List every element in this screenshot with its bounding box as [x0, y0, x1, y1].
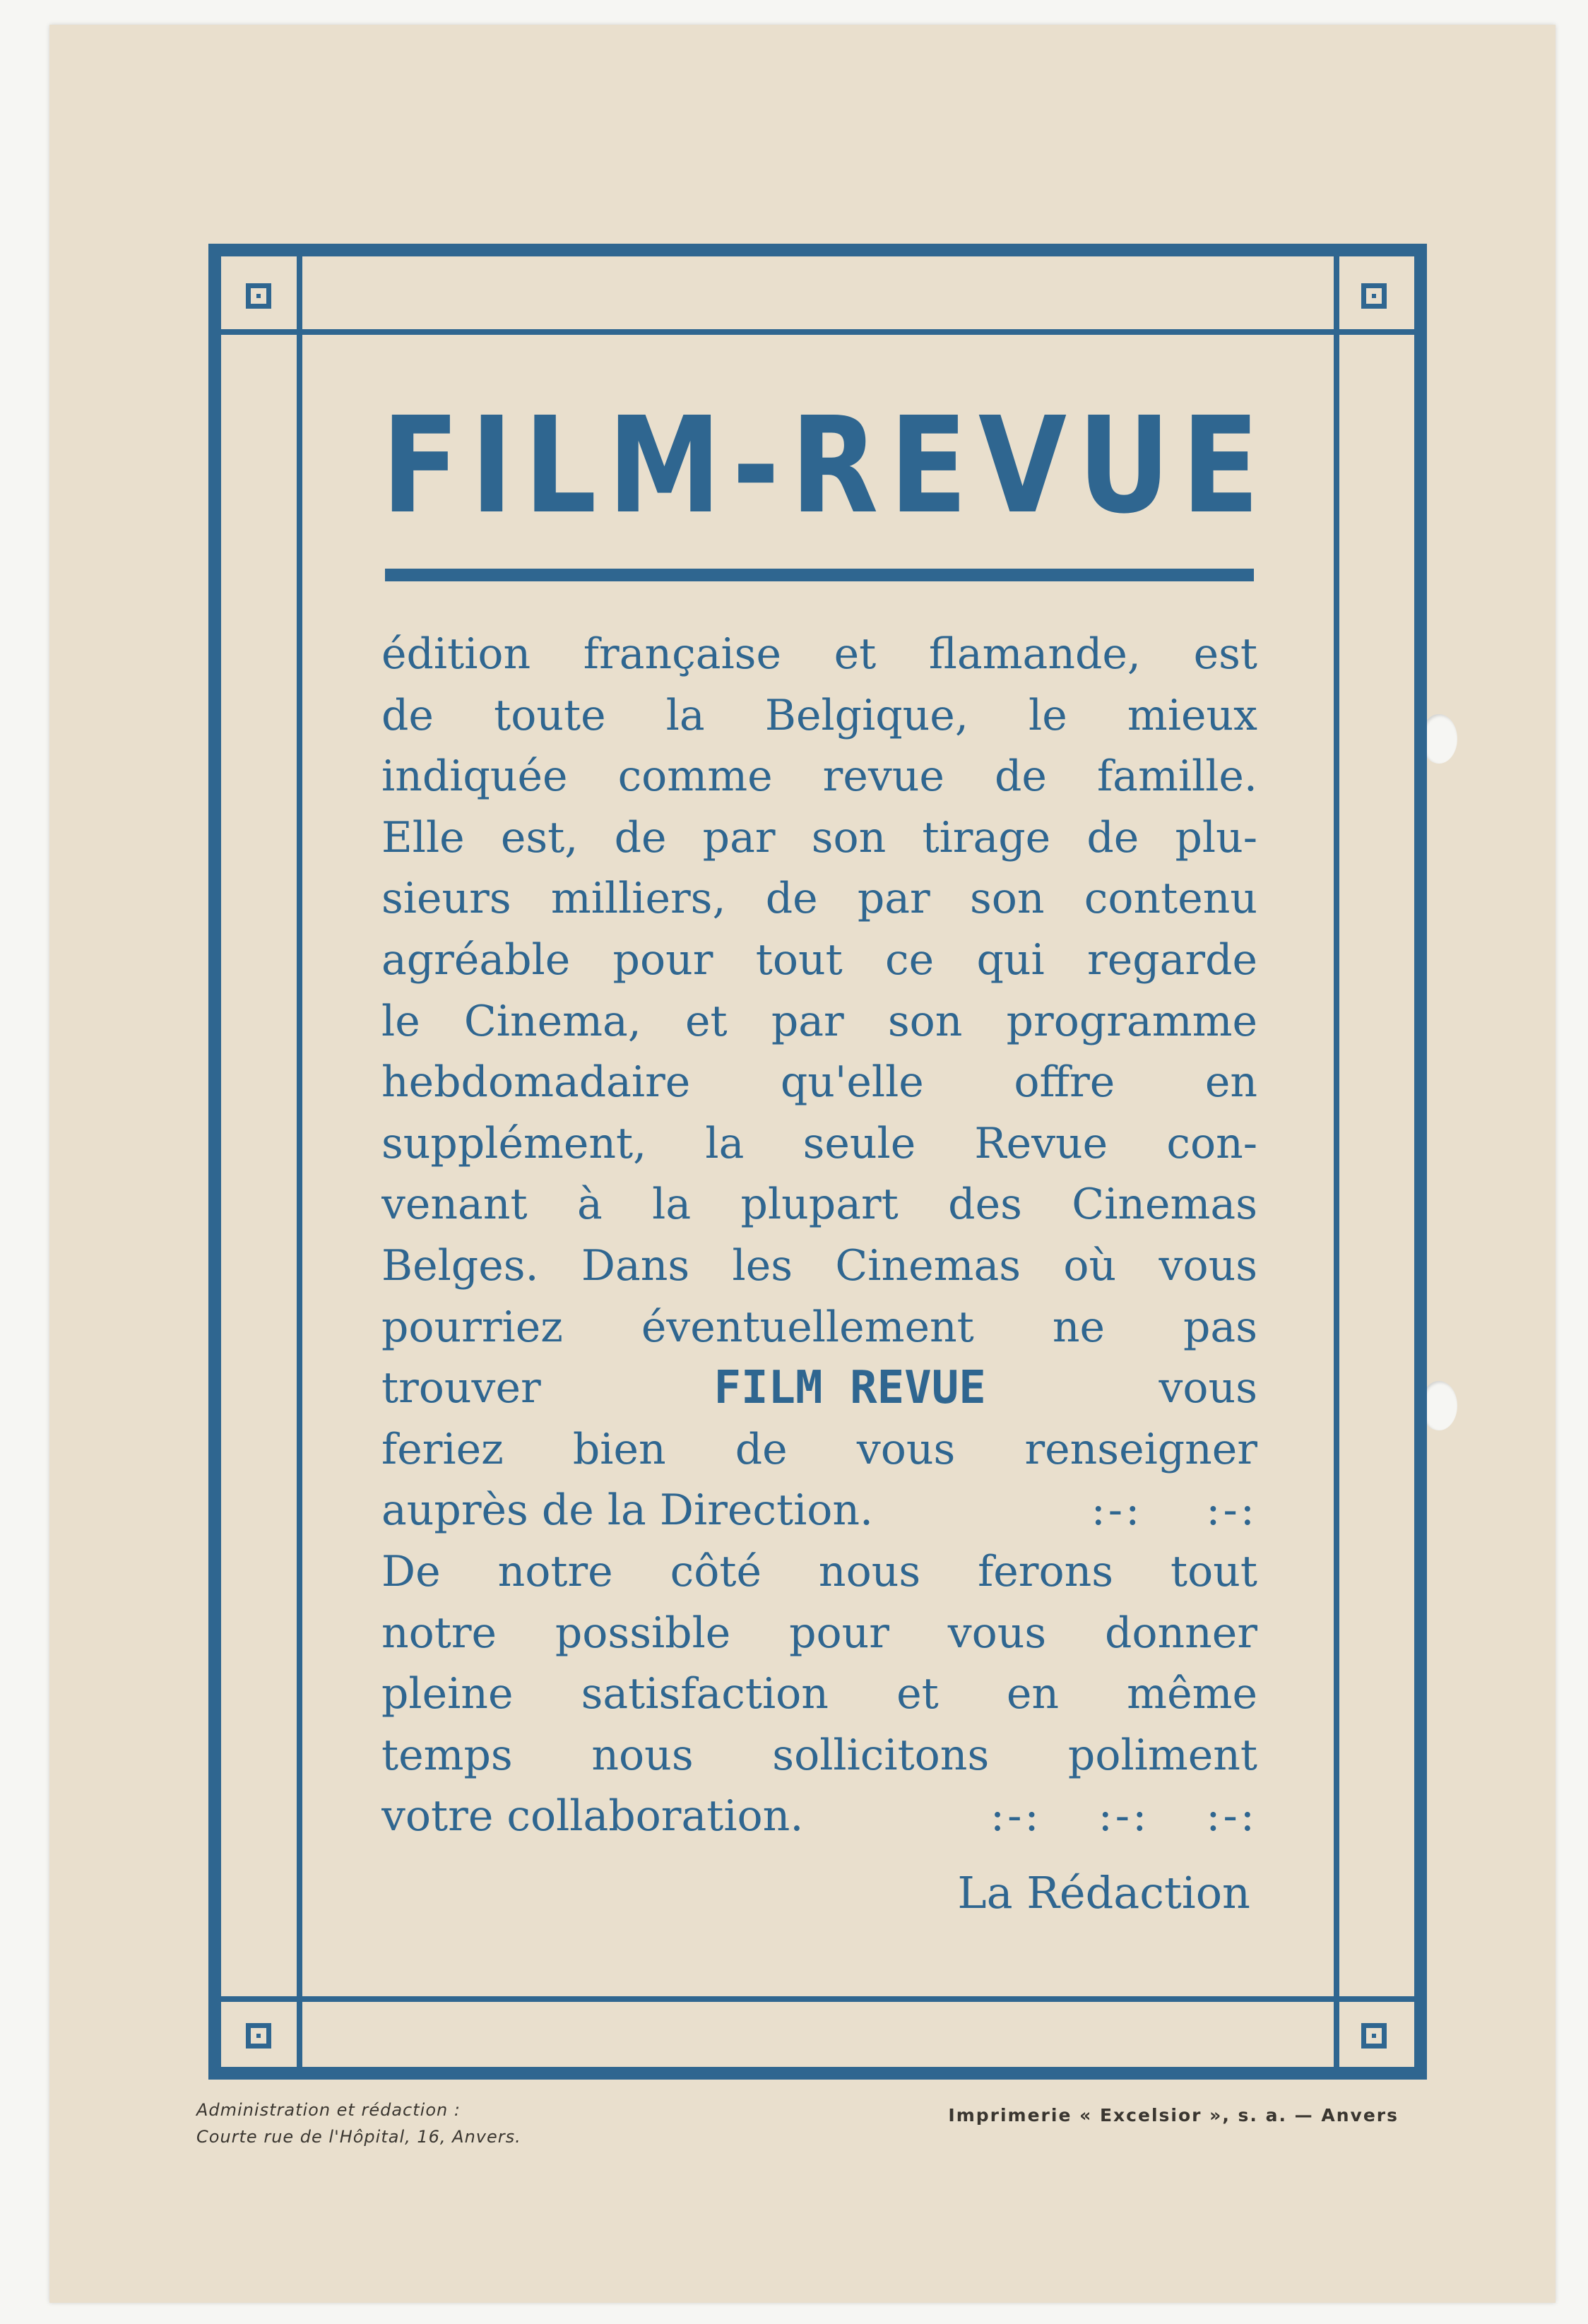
- footer-printer: Imprimerie « Excelsior », s. a. — Anvers: [948, 2105, 1399, 2126]
- frame-inner-left: [297, 256, 302, 2067]
- frame-outer-top: [208, 244, 1427, 256]
- text-ornament: :-:: [1206, 1486, 1257, 1536]
- body-line: feriez bien de vous renseigner: [381, 1424, 1257, 1474]
- body-text-segment: auprès de la Direction.: [381, 1486, 874, 1536]
- ad-headline: FILM-REVUE: [381, 389, 1271, 543]
- corner-ornament-top-right: [1361, 283, 1387, 309]
- body-line: Elle est, de par son tirage de plu-: [381, 812, 1257, 862]
- body-line: supplément, la seule Revue con-: [381, 1118, 1257, 1168]
- body-line: venant à la plupart des Cinemas: [381, 1180, 1257, 1230]
- signature-la-redaction: La Rédaction: [957, 1867, 1250, 1919]
- footer-address: [196, 2097, 634, 2150]
- text-ornament: :-:: [1091, 1486, 1143, 1536]
- corner-ornament-bottom-left: [246, 2023, 271, 2049]
- body-line: de toute la Belgique, le mieux: [381, 690, 1257, 740]
- body-line: pourriez éventuellement ne pas: [381, 1302, 1257, 1352]
- body-word: vous: [1159, 1363, 1257, 1413]
- body-line-direction: [381, 1480, 1257, 1541]
- text-ornament: :-:: [990, 1791, 1042, 1842]
- film-revue-emphasis: FILM REVUE: [713, 1362, 986, 1415]
- footer-address-line: Courte rue de l'Hôpital, 16, Anvers.: [196, 2127, 521, 2147]
- body-line-closing: [381, 1786, 1257, 1847]
- footer-address-line: Administration et rédaction :: [196, 2100, 461, 2120]
- body-line: Belges. Dans les Cinemas où vous: [381, 1240, 1257, 1291]
- body-line: notre possible pour vous donner: [381, 1608, 1257, 1658]
- body-line: indiquée comme revue de famille.: [381, 752, 1257, 802]
- body-line: temps nous sollicitons poliment: [381, 1730, 1257, 1780]
- corner-ornament-top-left: [246, 283, 271, 309]
- body-line: sieurs milliers, de par son contenu: [381, 874, 1257, 924]
- frame-inner-bottom: [221, 1996, 1414, 2002]
- body-word: trouver: [381, 1363, 541, 1413]
- frame-inner-top: [221, 329, 1414, 335]
- text-ornament: :-:: [1206, 1791, 1257, 1842]
- body-line: hebdomadaire qu'elle offre en: [381, 1057, 1257, 1108]
- frame-outer-right: [1414, 244, 1427, 2080]
- frame-inner-right: [1334, 256, 1339, 2067]
- ad-body-text: [381, 624, 1257, 1847]
- body-line: édition française et flamande, est: [381, 629, 1257, 679]
- body-line: pleine satisfaction et en même: [381, 1669, 1257, 1719]
- headline-underline: [385, 569, 1254, 581]
- frame-outer-left: [208, 244, 221, 2080]
- corner-ornament-bottom-right: [1361, 2023, 1387, 2049]
- body-line-film-revue: [381, 1358, 1257, 1419]
- text-ornament: :-:: [1098, 1791, 1150, 1842]
- body-line: De notre côté nous ferons tout: [381, 1546, 1257, 1596]
- body-line: le Cinema, et par son programme: [381, 996, 1257, 1046]
- body-text-segment: votre collaboration.: [381, 1791, 804, 1842]
- body-line: agréable pour tout ce qui regarde: [381, 935, 1257, 985]
- frame-outer-bottom: [208, 2067, 1427, 2080]
